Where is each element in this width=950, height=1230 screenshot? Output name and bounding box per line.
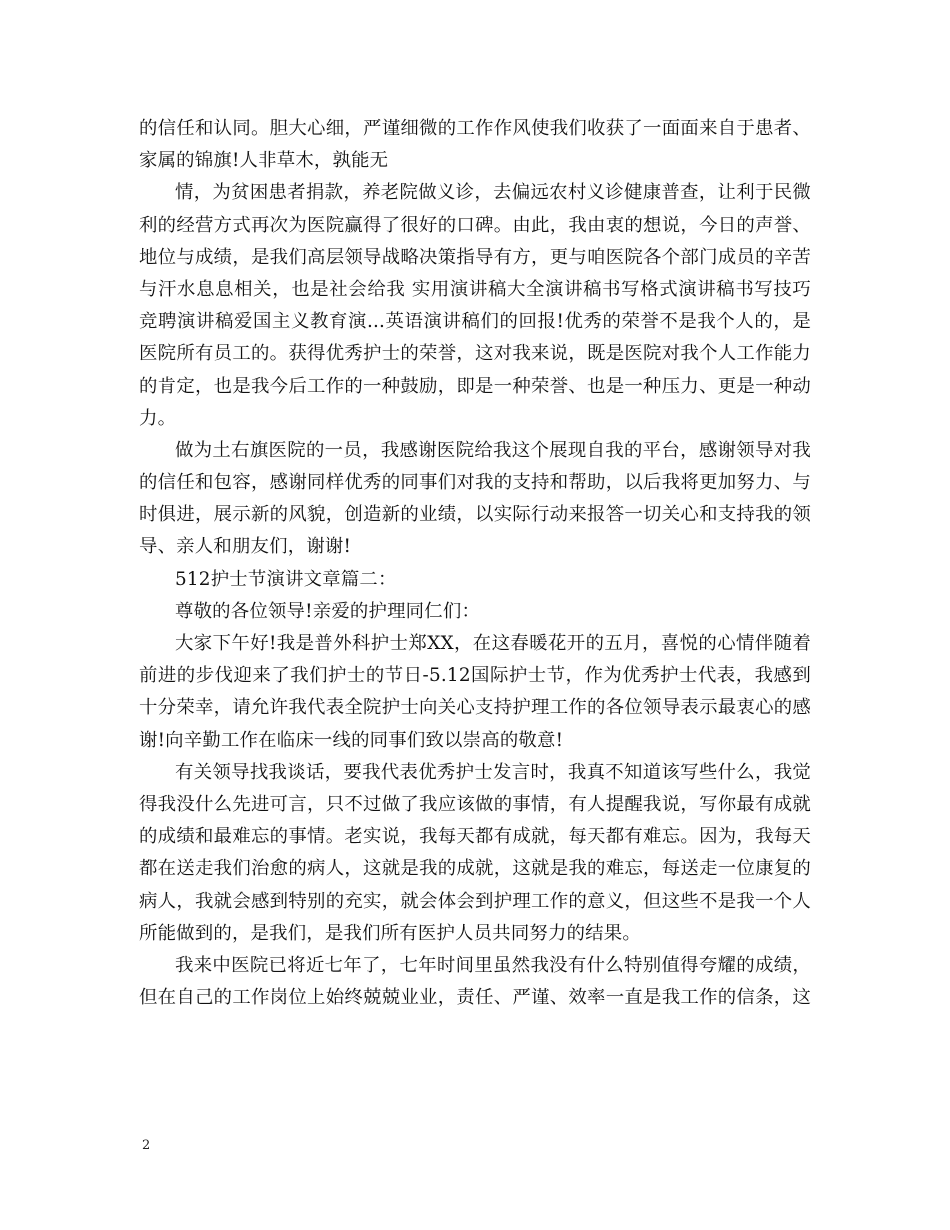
text-line: 与汗水息息相关，也是社会给我 实用演讲稿大全演讲稿书写格式演讲稿书写技巧	[139, 278, 811, 300]
text-line: 谢!向辛勤工作在临床一线的同事们致以崇高的敬意!	[139, 729, 564, 751]
text-line: 病人，我就会感到特别的充实，就会体会到护理工作的意义，但这些不是我一个人	[139, 890, 811, 912]
text-line: 我来中医院已将近七年了，七年时间里虽然我没有什么特别值得夸耀的成绩，	[175, 954, 811, 976]
text-line: 的信任和包容，感谢同样优秀的同事们对我的支持和帮助，以后我将更加努力、与	[139, 472, 811, 494]
text-line: 家属的锦旗!人非草木，孰能无	[139, 150, 389, 172]
text-line: 前进的步伐迎来了我们护士的节日-5.12国际护士节，作为优秀护士代表，我感到	[139, 665, 811, 687]
text-line: 有关领导找我谈话，要我代表优秀护士发言时，我真不知道该写些什么，我觉	[175, 761, 811, 783]
text-line: 得我没什么先进可言，只不过做了我应该做的事情，有人提醒我说，写你最有成就	[139, 793, 811, 815]
text-line: 医院所有员工的。获得优秀护士的荣誉，这对我来说，既是医院对我个人工作能力	[139, 343, 811, 365]
text-line: 的成绩和最难忘的事情。老实说，我每天都有成就，每天都有难忘。因为，我每天	[139, 826, 811, 848]
page-number: 2	[142, 1138, 151, 1153]
text-line: 但在自己的工作岗位上始终兢兢业业，责任、严谨、效率一直是我工作的信条，这	[139, 987, 811, 1009]
text-line: 的肯定，也是我今后工作的一种鼓励，即是一种荣誉、也是一种压力、更是一种动	[139, 375, 811, 397]
text-line: 所能做到的，是我们，是我们所有医护人员共同努力的结果。	[139, 922, 641, 944]
text-line: 竞聘演讲稿爱国主义教育演...英语演讲稿们的回报!优秀的荣誉不是我个人的，是	[139, 311, 811, 333]
text-line: 都在送走我们治愈的病人，这就是我的成就，这就是我的难忘，每送走一位康复的	[139, 858, 811, 880]
text-line: 512护士节演讲文章篇二：	[175, 568, 397, 590]
text-line: 利的经营方式再次为医院赢得了很好的口碑。由此，我由衷的想说，今日的声誉、	[139, 214, 811, 236]
text-line: 大家下午好!我是普外科护士郑XX，在这春暖花开的五月，喜悦的心情伴随着	[175, 633, 811, 654]
text-line: 导、亲人和朋友们，谢谢!	[139, 536, 352, 558]
document-body	[139, 113, 811, 1014]
text-line: 力。	[139, 407, 177, 429]
text-line: 十分荣幸，请允许我代表全院护士向关心支持护理工作的各位领导表示最衷心的感	[139, 697, 811, 719]
text-line: 的信任和认同。胆大心细，严谨细微的工作作风使我们收获了一面面来自于患者、	[139, 118, 811, 139]
text-line: 地位与成绩，是我们高层领导战略决策指导有方，更与咱医院各个部门成员的辛苦	[139, 246, 811, 268]
text-line: 做为土右旗医院的一员，我感谢医院给我这个展现自我的平台，感谢领导对我	[175, 439, 811, 461]
text-line: 情，为贫困患者捐款，养老院做义诊，去偏远农村义诊健康普查，让利于民微	[175, 182, 811, 204]
text-line: 时俱进，展示新的风貌，创造新的业绩，以实际行动来报答一切关心和支持我的领	[139, 504, 811, 526]
text-line: 尊敬的各位领导!亲爱的护理同仁们：	[175, 600, 481, 622]
